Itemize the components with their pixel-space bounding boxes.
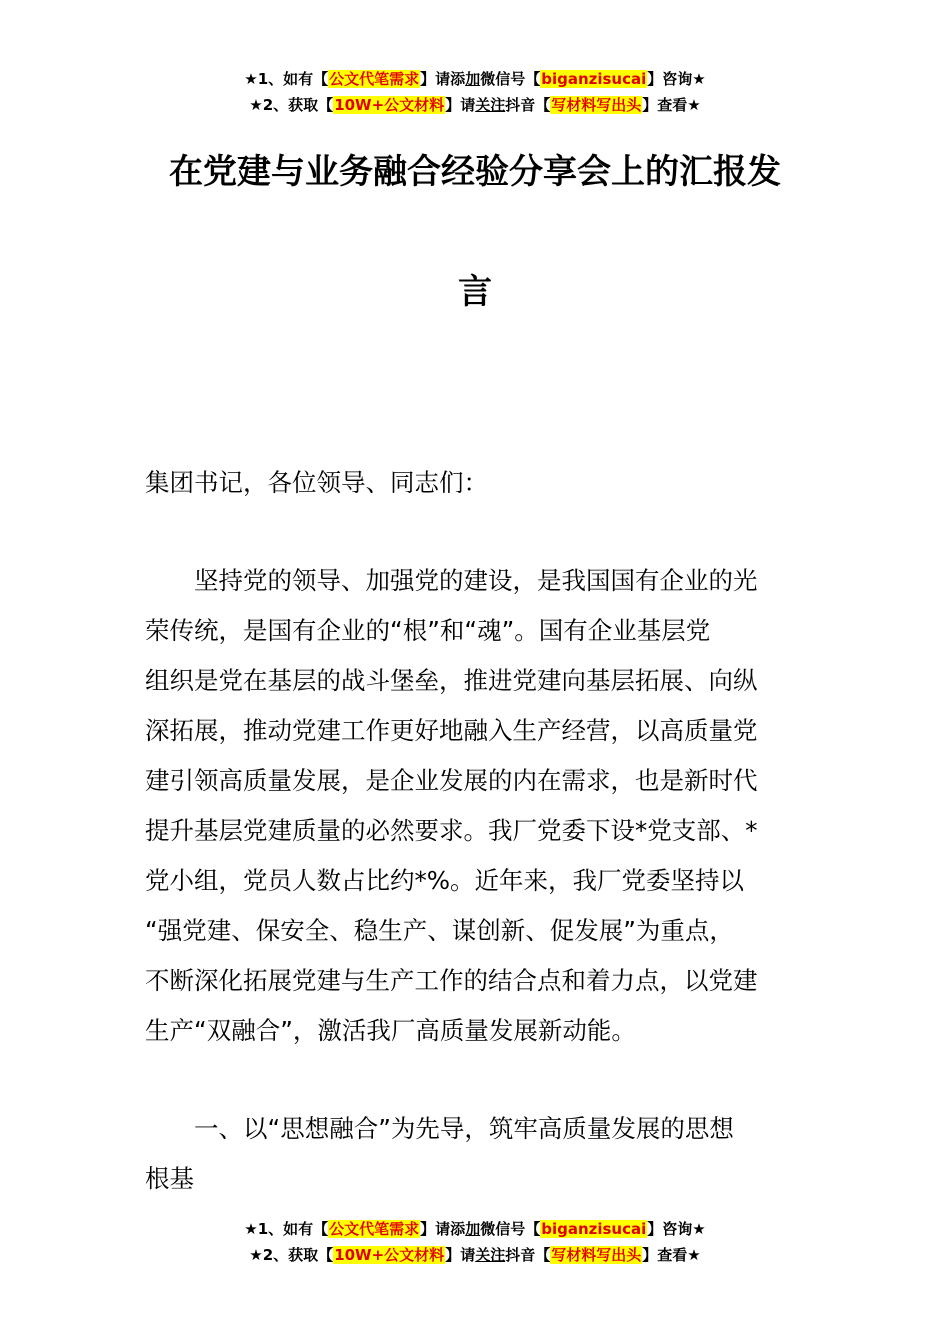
document-title-line-1: 在党建与业务融合经验分享会上的汇报发 — [169, 152, 781, 192]
promo-highlight: 10W+公文材料 — [334, 96, 445, 114]
paragraph-line: 组织是党在基层的战斗堡垒，推进党建向基层拓展、向纵 — [145, 666, 758, 695]
promo-text: 】请添 — [420, 1220, 466, 1238]
promo-text: 】查看★ — [642, 1246, 701, 1264]
promo-line-1 — [0, 66, 950, 92]
promo-text: 抖音【 — [505, 1246, 551, 1264]
salutation-text: 集团书记，各位领导、同志们： — [145, 468, 488, 497]
promo-underlined: 加 — [465, 1220, 481, 1238]
promo-text: 】查看★ — [642, 96, 701, 114]
paragraph-line: 深拓展，推动党建工作更好地融入生产经营，以高质量党 — [145, 716, 758, 745]
promo-text: 微信号【 — [480, 1220, 541, 1238]
promo-text: 】咨询★ — [647, 70, 706, 88]
promo-banner-top — [0, 66, 950, 118]
paragraph-line: 党小组，党员人数占比约*%。近年来，我厂党委坚持以 — [145, 866, 745, 895]
section-heading-line: 一、以“思想融合”为先导，筑牢高质量发展的思想 — [145, 1114, 734, 1143]
paragraph-1 — [145, 556, 805, 1056]
promo-highlight: 10W+公文材料 — [334, 1246, 445, 1264]
promo-text: ★1、如有【 — [244, 70, 329, 88]
promo-highlight-douyin: 写材料写出头 — [551, 96, 642, 114]
promo-text: 微信号【 — [480, 70, 541, 88]
promo-highlight-wechat: biganzisucai — [541, 70, 647, 88]
promo-underlined: 关注 — [475, 1246, 506, 1264]
section-heading-1 — [145, 1104, 805, 1204]
promo-text: 】请 — [445, 96, 476, 114]
promo-highlight: 公文代笔需求 — [329, 70, 420, 88]
paragraph-line: 建引领高质量发展，是企业发展的内在需求，也是新时代 — [145, 766, 758, 795]
promo-highlight-douyin: 写材料写出头 — [551, 1246, 642, 1264]
promo-banner-bottom — [0, 1216, 950, 1268]
paragraph-line: “强党建、保安全、稳生产、谋创新、促发展”为重点， — [145, 916, 734, 945]
paragraph-line: 坚持党的领导、加强党的建设，是我国国有企业的光 — [145, 566, 758, 595]
promo-text: ★1、如有【 — [244, 1220, 329, 1238]
promo-line-2 — [0, 1242, 950, 1268]
paragraph-line: 不断深化拓展党建与生产工作的结合点和着力点，以党建 — [145, 966, 758, 995]
paragraph-line: 提升基层党建质量的必然要求。我厂党委下设*党支部、* — [145, 816, 758, 845]
promo-highlight-wechat: biganzisucai — [541, 1220, 647, 1238]
paragraph-line: 荣传统，是国有企业的“根”和“魂”。国有企业基层党 — [145, 616, 711, 645]
promo-underlined: 加 — [465, 70, 481, 88]
promo-text: ★2、获取【 — [249, 1246, 334, 1264]
promo-text: 】咨询★ — [647, 1220, 706, 1238]
promo-line-1 — [0, 1216, 950, 1242]
promo-text: 抖音【 — [505, 96, 551, 114]
paragraph-line: 生产“双融合”，激活我厂高质量发展新动能。 — [145, 1016, 636, 1045]
salutation — [145, 458, 805, 508]
promo-highlight: 公文代笔需求 — [329, 1220, 420, 1238]
promo-text: ★2、获取【 — [249, 96, 334, 114]
document-title-line-2: 言 — [458, 272, 492, 312]
promo-text: 】请添 — [420, 70, 466, 88]
promo-underlined: 关注 — [475, 96, 506, 114]
promo-text: 】请 — [445, 1246, 476, 1264]
promo-line-2 — [0, 92, 950, 118]
section-heading-line: 根基 — [145, 1164, 194, 1193]
